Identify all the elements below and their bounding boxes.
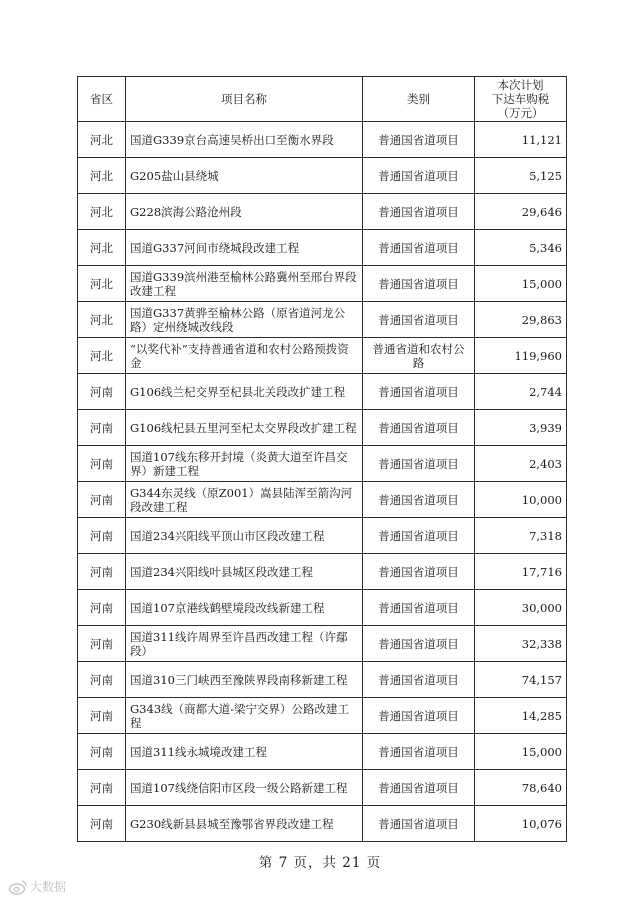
cell-amount: 3,939	[475, 410, 567, 446]
cell-province: 河南	[78, 590, 126, 626]
cell-amount: 15,000	[475, 734, 567, 770]
header-amount	[475, 77, 567, 122]
cell-project-name: 国道310三门峡西至豫陕界段南移新建工程	[126, 662, 363, 698]
cell-project-name: 国道107京港线鹤壁境段改线新建工程	[126, 590, 363, 626]
cell-category: 普通国省道项目	[363, 590, 475, 626]
cell-amount: 7,318	[475, 518, 567, 554]
cell-province: 河南	[78, 518, 126, 554]
cell-category: 普通国省道项目	[363, 662, 475, 698]
table-row	[78, 446, 567, 482]
cell-project-name: 国道234兴阳线叶县城区段改建工程	[126, 554, 363, 590]
cell-amount: 5,346	[475, 230, 567, 266]
cell-amount: 2,744	[475, 374, 567, 410]
header-category: 类别	[363, 77, 475, 122]
header-province: 省区	[78, 77, 126, 122]
cell-category: 普通国省道项目	[363, 806, 475, 842]
table-row	[78, 698, 567, 734]
header-project-name: 项目名称	[126, 77, 363, 122]
cell-province: 河南	[78, 698, 126, 734]
cell-project-name: G106线杞县五里河至杞太交界段改扩建工程	[126, 410, 363, 446]
cell-province: 河北	[78, 194, 126, 230]
cell-amount: 29,646	[475, 194, 567, 230]
cell-project-name: 国道234兴阳线平顶山市区段改建工程	[126, 518, 363, 554]
cell-amount: 78,640	[475, 770, 567, 806]
watermark	[8, 878, 66, 895]
table-body	[78, 122, 567, 842]
cell-province: 河北	[78, 302, 126, 338]
cell-amount: 5,125	[475, 158, 567, 194]
cell-amount: 74,157	[475, 662, 567, 698]
cell-province: 河南	[78, 806, 126, 842]
table-row	[78, 482, 567, 518]
cell-category: 普通国省道项目	[363, 734, 475, 770]
cell-province: 河南	[78, 410, 126, 446]
table-row	[78, 662, 567, 698]
cell-project-name: “以奖代补”支持普通省道和农村公路预拨资金	[126, 338, 363, 374]
cell-project-name: 国道311线永城境改建工程	[126, 734, 363, 770]
cell-amount: 14,285	[475, 698, 567, 734]
cell-amount: 17,716	[475, 554, 567, 590]
table-row	[78, 590, 567, 626]
cell-category: 普通国省道项目	[363, 698, 475, 734]
cell-province: 河南	[78, 446, 126, 482]
funding-table	[77, 76, 567, 842]
page-number: 第 7 页，共 21 页	[258, 855, 382, 871]
cell-project-name: G106线兰杞交界至杞县北关段改扩建工程	[126, 374, 363, 410]
cell-province: 河北	[78, 266, 126, 302]
cell-project-name: 国道G337河间市绕城段改建工程	[126, 230, 363, 266]
cell-category: 普通国省道项目	[363, 518, 475, 554]
cell-province: 河北	[78, 122, 126, 158]
table-row	[78, 230, 567, 266]
cell-province: 河北	[78, 230, 126, 266]
table-row	[78, 338, 567, 374]
table-row	[78, 122, 567, 158]
table-row	[78, 266, 567, 302]
cell-amount: 119,960	[475, 338, 567, 374]
cell-category: 普通国省道项目	[363, 446, 475, 482]
table-row	[78, 518, 567, 554]
cell-province: 河南	[78, 662, 126, 698]
cell-category: 普通省道和农村公路	[363, 338, 475, 374]
cell-province: 河北	[78, 158, 126, 194]
cell-category: 普通国省道项目	[363, 626, 475, 662]
cell-category: 普通国省道项目	[363, 482, 475, 518]
cell-amount: 29,863	[475, 302, 567, 338]
cell-project-name: G230线新县县城至豫鄂省界段改建工程	[126, 806, 363, 842]
table-row	[78, 158, 567, 194]
cell-category: 普通国省道项目	[363, 770, 475, 806]
table-row	[78, 626, 567, 662]
cell-province: 河南	[78, 374, 126, 410]
cell-project-name: 国道G339滨州港至榆林公路冀州至邢台界段改建工程	[126, 266, 363, 302]
cell-category: 普通国省道项目	[363, 266, 475, 302]
cell-project-name: G344东灵线（原Z001）嵩县陆浑至箭沟河段改建工程	[126, 482, 363, 518]
cell-category: 普通国省道项目	[363, 410, 475, 446]
cell-project-name: 国道G339京台高速吴桥出口至衡水界段	[126, 122, 363, 158]
cell-category: 普通国省道项目	[363, 554, 475, 590]
cell-amount: 32,338	[475, 626, 567, 662]
cell-category: 普通国省道项目	[363, 302, 475, 338]
cell-category: 普通国省道项目	[363, 158, 475, 194]
cell-project-name: G343线（商都大道-梁宁交界）公路改建工程	[126, 698, 363, 734]
cell-amount: 11,121	[475, 122, 567, 158]
table-row	[78, 734, 567, 770]
table-header-row	[78, 77, 567, 122]
cell-amount: 2,403	[475, 446, 567, 482]
header-amount-line2: 下达车购税	[491, 92, 550, 106]
cell-province: 河南	[78, 734, 126, 770]
cell-category: 普通国省道项目	[363, 230, 475, 266]
watermark-text: 大数据	[30, 880, 67, 894]
cell-project-name: G205盐山县绕城	[126, 158, 363, 194]
table-row	[78, 770, 567, 806]
cell-project-name: 国道G337黄骅至榆林公路（原省道河龙公路）定州绕城改线段	[126, 302, 363, 338]
cell-category: 普通国省道项目	[363, 122, 475, 158]
cell-category: 普通国省道项目	[363, 374, 475, 410]
weibo-icon	[8, 879, 28, 895]
cell-amount: 30,000	[475, 590, 567, 626]
cell-project-name: G228滨海公路沧州段	[126, 194, 363, 230]
table-row	[78, 374, 567, 410]
cell-category: 普通国省道项目	[363, 194, 475, 230]
cell-project-name: 国道107线绕信阳市区段一级公路新建工程	[126, 770, 363, 806]
cell-amount: 10,076	[475, 806, 567, 842]
cell-project-name: 国道311线许周界至许昌西改建工程（许鄢段）	[126, 626, 363, 662]
cell-province: 河南	[78, 626, 126, 662]
table-row	[78, 302, 567, 338]
cell-province: 河南	[78, 770, 126, 806]
cell-province: 河北	[78, 338, 126, 374]
header-amount-line3: （万元）	[497, 106, 544, 120]
cell-province: 河南	[78, 554, 126, 590]
cell-amount: 10,000	[475, 482, 567, 518]
table-row	[78, 554, 567, 590]
table-row	[78, 806, 567, 842]
cell-amount: 15,000	[475, 266, 567, 302]
table-row	[78, 410, 567, 446]
cell-project-name: 国道107线东移开封境（炎黄大道至许昌交界）新建工程	[126, 446, 363, 482]
header-amount-line1: 本次计划	[497, 78, 544, 92]
cell-province: 河南	[78, 482, 126, 518]
table-row	[78, 194, 567, 230]
